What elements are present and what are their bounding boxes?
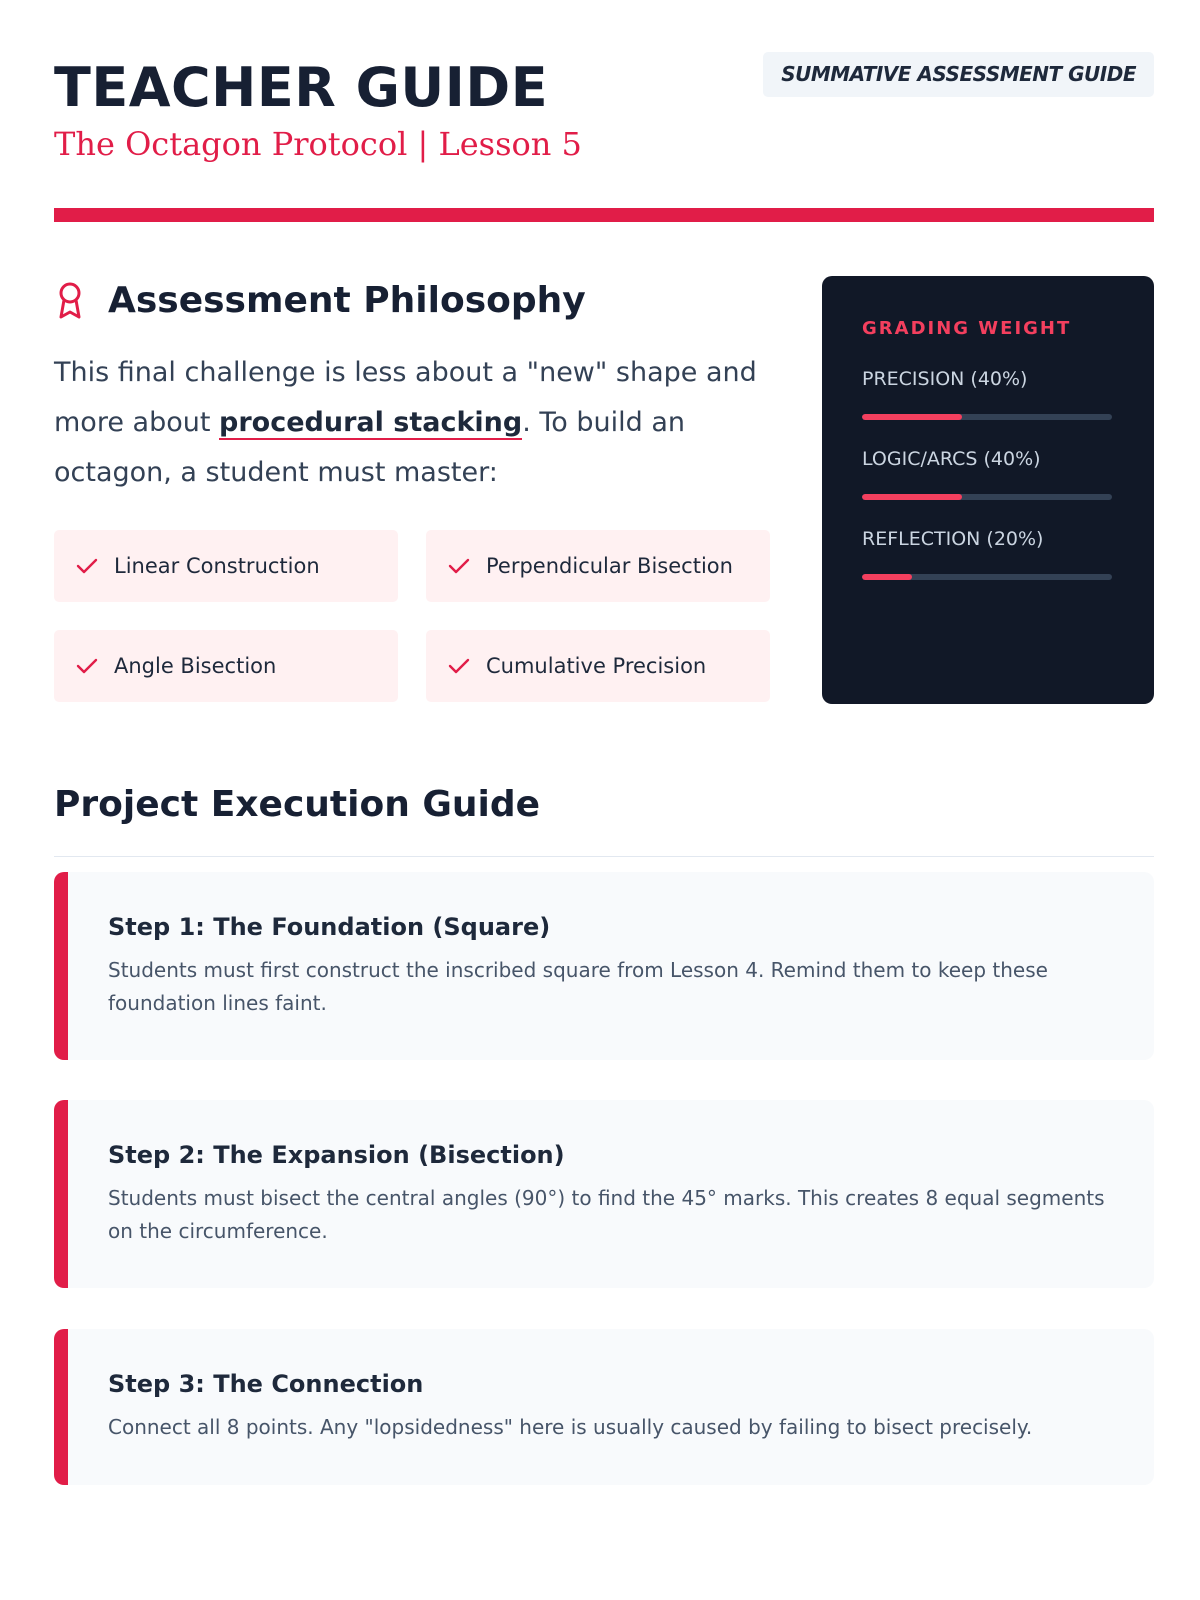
- weight-progress-fill: [862, 494, 962, 500]
- step-title: Step 2: The Expansion (Bisection): [108, 1141, 565, 1169]
- project-execution-section: [54, 782, 1154, 857]
- skill-cumulative-precision: [426, 630, 770, 702]
- check-icon: [76, 558, 98, 574]
- assessment-type-badge: SUMMATIVE ASSESSMENT GUIDE: [763, 52, 1154, 97]
- page-subtitle: The Octagon Protocol | Lesson 5: [54, 125, 582, 163]
- skill-angle-bisection: [54, 630, 398, 702]
- weight-progress-track: [862, 414, 1112, 420]
- check-icon: [76, 658, 98, 674]
- step-title: Step 1: The Foundation (Square): [108, 913, 551, 941]
- skill-label: Angle Bisection: [114, 654, 277, 678]
- philosophy-description: [54, 348, 770, 498]
- philosophy-text-end: . To build an octagon, a student must master:: [54, 407, 686, 488]
- weight-label: PRECISION (40%): [862, 368, 1028, 390]
- grading-weight-title: GRADING WEIGHT: [862, 318, 1072, 339]
- step-card-foundation: [54, 872, 1154, 1060]
- philosophy-text-start: This final challenge is less about a "new" shape and more about: [54, 357, 757, 438]
- skill-perpendicular-bisection: [426, 530, 770, 602]
- step-description: Connect all 8 points. Any "lopsidedness" here is usually caused by failing to bisect precisely.: [108, 1415, 1033, 1439]
- weight-progress-track: [862, 494, 1112, 500]
- skill-linear-construction: [54, 530, 398, 602]
- procedural-stacking-highlight: procedural stacking: [219, 407, 523, 438]
- skill-label: Cumulative Precision: [486, 654, 707, 678]
- weight-progress-track: [862, 574, 1112, 580]
- step-description: Students must first construct the inscribed square from Lesson 4. Remind them to keep these foundation lines faint.: [108, 958, 1048, 1015]
- check-icon: [448, 558, 470, 574]
- step-title: Step 3: The Connection: [108, 1370, 424, 1398]
- grading-weight-card: [822, 276, 1154, 704]
- page-title: TEACHER GUIDE: [54, 56, 549, 119]
- step-card-expansion: [54, 1100, 1154, 1288]
- step-description: Students must bisect the central angles (90°) to find the 45° marks. This creates 8 equal segments on the circumference.: [108, 1186, 1105, 1243]
- execution-heading: Project Execution Guide: [54, 784, 541, 825]
- check-icon: [448, 658, 470, 674]
- execution-divider: [54, 856, 1154, 857]
- weight-item-precision: [862, 368, 1114, 420]
- philosophy-heading-row: [54, 274, 770, 326]
- philosophy-heading: Assessment Philosophy: [108, 279, 586, 321]
- skills-grid: [54, 530, 770, 702]
- skill-label: Linear Construction: [114, 554, 320, 578]
- weight-item-reflection: [862, 528, 1114, 580]
- weight-label: LOGIC/ARCS (40%): [862, 448, 1041, 470]
- header-divider: [54, 208, 1154, 222]
- assessment-philosophy-section: [54, 274, 770, 678]
- skill-label: Perpendicular Bisection: [486, 554, 733, 578]
- weight-progress-fill: [862, 414, 962, 420]
- teacher-guide-page: [54, 0, 1154, 1600]
- weight-item-logic-arcs: [862, 448, 1114, 500]
- award-ribbon-icon: [54, 280, 86, 320]
- page-header: [54, 0, 1154, 222]
- weight-progress-fill: [862, 574, 912, 580]
- step-card-connection: [54, 1329, 1154, 1485]
- weight-label: REFLECTION (20%): [862, 528, 1044, 550]
